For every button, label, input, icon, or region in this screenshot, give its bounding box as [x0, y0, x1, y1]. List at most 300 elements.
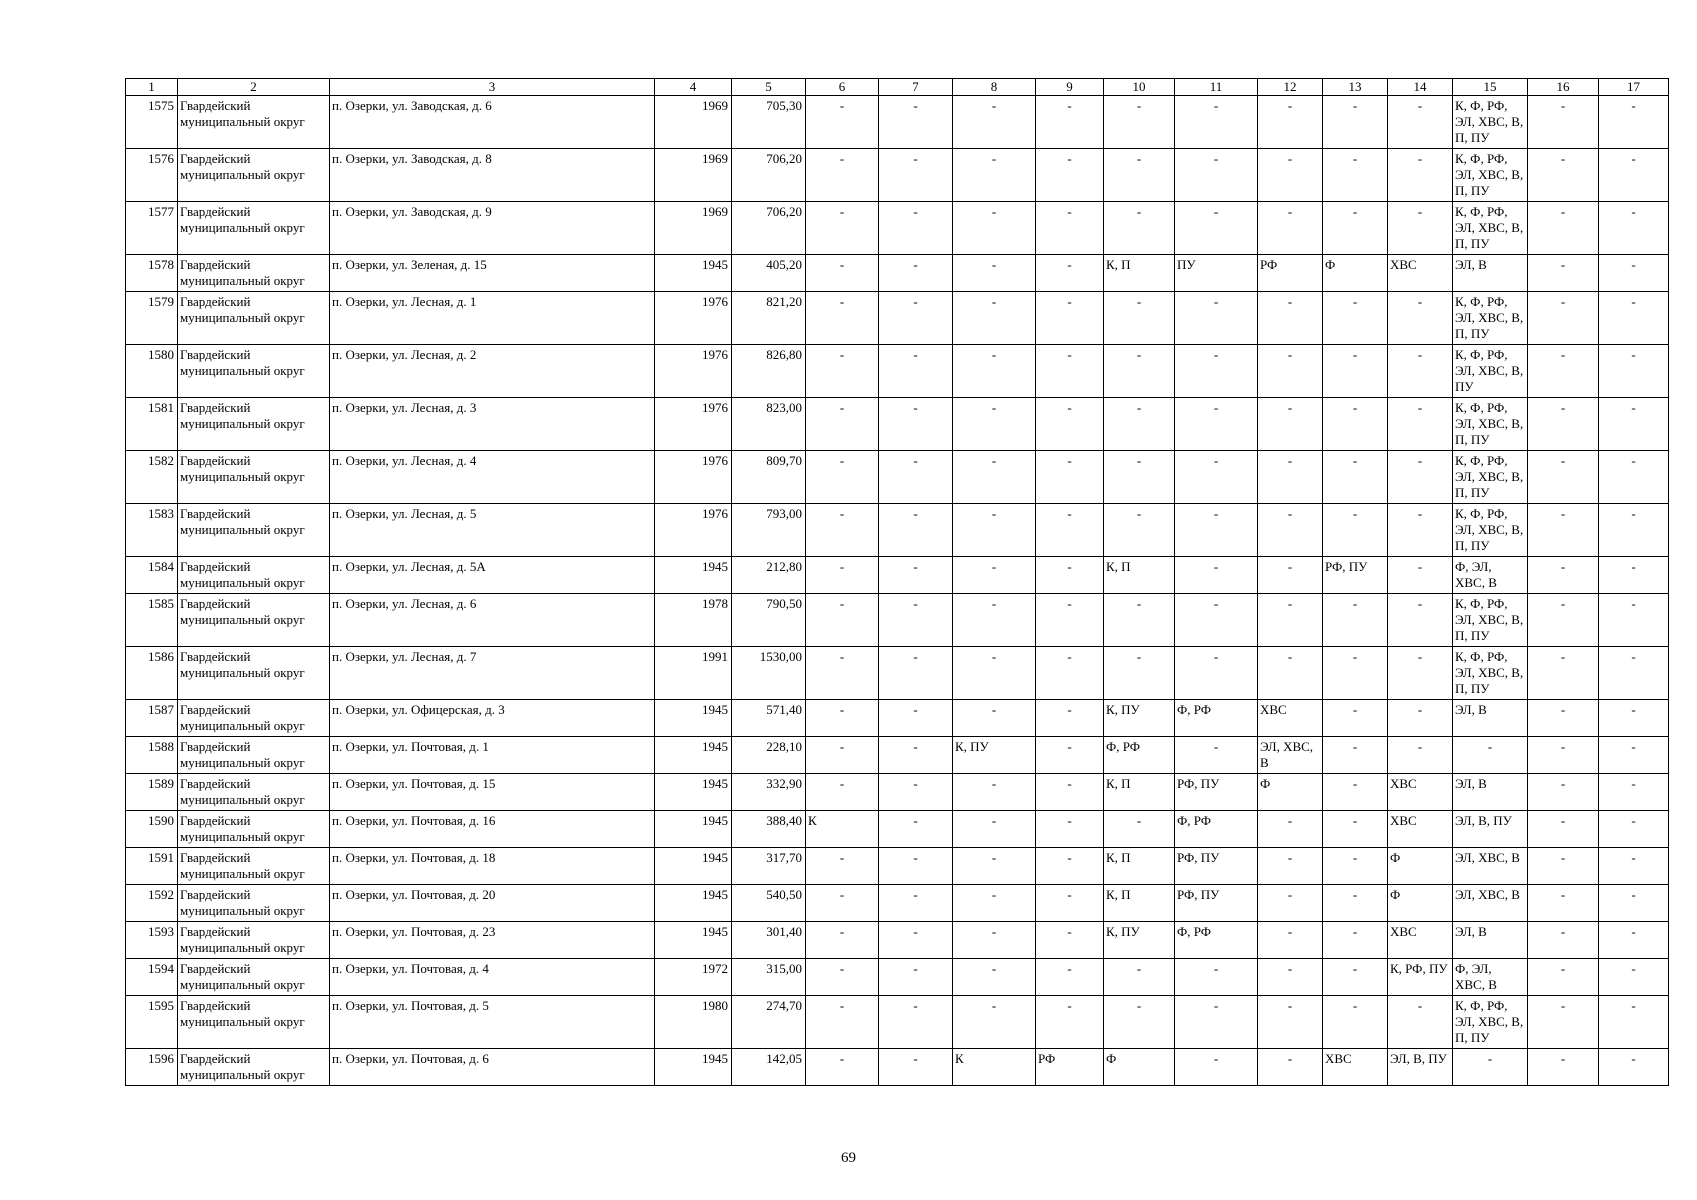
cell-col-8: -: [953, 557, 1036, 594]
cell-col-11: -: [1175, 345, 1258, 398]
cell-col-9: -: [1036, 504, 1104, 557]
cell-col-13: -: [1323, 959, 1388, 996]
cell-row-number: 1587: [126, 700, 178, 737]
cell-col-14: Ф: [1388, 885, 1453, 922]
cell-col-11: Ф, РФ: [1175, 811, 1258, 848]
cell-col-10: -: [1104, 149, 1175, 202]
cell-col-6: -: [806, 848, 879, 885]
cell-year-built: 1991: [655, 647, 732, 700]
cell-col-13: ХВС: [1323, 1049, 1388, 1086]
table-row: [126, 885, 1669, 922]
cell-year-built: 1945: [655, 774, 732, 811]
cell-col-11: -: [1175, 594, 1258, 647]
cell-col-8: -: [953, 848, 1036, 885]
cell-area: 821,20: [732, 292, 806, 345]
cell-col-9: РФ: [1036, 1049, 1104, 1086]
cell-col-16: -: [1528, 922, 1599, 959]
cell-col-10: -: [1104, 96, 1175, 149]
cell-col-17: -: [1599, 647, 1669, 700]
cell-col-16: -: [1528, 345, 1599, 398]
column-number-3: 3: [330, 79, 655, 96]
cell-col-6: -: [806, 557, 879, 594]
cell-col-16: -: [1528, 996, 1599, 1049]
cell-district: Гвардейский муниципальный округ: [178, 594, 330, 647]
cell-col-17: -: [1599, 811, 1669, 848]
cell-address: п. Озерки, ул. Лесная, д. 7: [330, 647, 655, 700]
cell-row-number: 1589: [126, 774, 178, 811]
cell-col-11: РФ, ПУ: [1175, 848, 1258, 885]
cell-col-14: -: [1388, 202, 1453, 255]
cell-col-10: К, П: [1104, 255, 1175, 292]
cell-address: п. Озерки, ул. Почтовая, д. 4: [330, 959, 655, 996]
table-row: [126, 255, 1669, 292]
cell-col-9: -: [1036, 885, 1104, 922]
cell-col-14: Ф: [1388, 848, 1453, 885]
cell-col-17: -: [1599, 848, 1669, 885]
cell-col-6: -: [806, 504, 879, 557]
cell-area: 274,70: [732, 996, 806, 1049]
column-number-row: [126, 79, 1669, 96]
cell-col-12: РФ: [1258, 255, 1323, 292]
cell-year-built: 1969: [655, 96, 732, 149]
cell-row-number: 1580: [126, 345, 178, 398]
cell-col-7: -: [879, 292, 953, 345]
cell-area: 793,00: [732, 504, 806, 557]
cell-col-8: -: [953, 292, 1036, 345]
cell-address: п. Озерки, ул. Почтовая, д. 5: [330, 996, 655, 1049]
cell-area: 301,40: [732, 922, 806, 959]
cell-col-15: ЭЛ, В: [1453, 700, 1528, 737]
cell-address: п. Озерки, ул. Почтовая, д. 23: [330, 922, 655, 959]
cell-address: п. Озерки, ул. Лесная, д. 2: [330, 345, 655, 398]
cell-col-17: -: [1599, 96, 1669, 149]
cell-col-11: -: [1175, 202, 1258, 255]
cell-col-10: -: [1104, 398, 1175, 451]
cell-col-13: -: [1323, 292, 1388, 345]
cell-col-10: К, П: [1104, 848, 1175, 885]
table-row: [126, 451, 1669, 504]
cell-address: п. Озерки, ул. Заводская, д. 6: [330, 96, 655, 149]
cell-col-11: -: [1175, 1049, 1258, 1086]
table-row: [126, 922, 1669, 959]
cell-col-15: К, Ф, РФ, ЭЛ, ХВС, В, П, ПУ: [1453, 594, 1528, 647]
cell-area: 826,80: [732, 345, 806, 398]
cell-col-13: -: [1323, 774, 1388, 811]
cell-col-8: -: [953, 996, 1036, 1049]
column-number-9: 9: [1036, 79, 1104, 96]
cell-col-12: ХВС: [1258, 700, 1323, 737]
cell-col-16: -: [1528, 255, 1599, 292]
cell-area: 1530,00: [732, 647, 806, 700]
cell-col-8: -: [953, 922, 1036, 959]
cell-col-8: К, ПУ: [953, 737, 1036, 774]
cell-col-17: -: [1599, 1049, 1669, 1086]
cell-col-14: ХВС: [1388, 774, 1453, 811]
cell-district: Гвардейский муниципальный округ: [178, 774, 330, 811]
cell-col-14: ХВС: [1388, 255, 1453, 292]
cell-address: п. Озерки, ул. Лесная, д. 6: [330, 594, 655, 647]
cell-address: п. Озерки, ул. Почтовая, д. 16: [330, 811, 655, 848]
cell-col-8: -: [953, 885, 1036, 922]
cell-year-built: 1978: [655, 594, 732, 647]
cell-col-6: -: [806, 774, 879, 811]
cell-col-6: -: [806, 1049, 879, 1086]
cell-col-13: -: [1323, 647, 1388, 700]
cell-col-14: -: [1388, 451, 1453, 504]
cell-col-14: -: [1388, 398, 1453, 451]
cell-col-12: -: [1258, 292, 1323, 345]
cell-col-17: -: [1599, 700, 1669, 737]
cell-year-built: 1945: [655, 885, 732, 922]
cell-area: 823,00: [732, 398, 806, 451]
cell-col-16: -: [1528, 959, 1599, 996]
cell-area: 315,00: [732, 959, 806, 996]
cell-col-15: ЭЛ, В, ПУ: [1453, 811, 1528, 848]
cell-col-12: -: [1258, 885, 1323, 922]
cell-district: Гвардейский муниципальный округ: [178, 848, 330, 885]
table-row: [126, 345, 1669, 398]
cell-col-7: -: [879, 959, 953, 996]
cell-col-11: РФ, ПУ: [1175, 885, 1258, 922]
cell-district: Гвардейский муниципальный округ: [178, 959, 330, 996]
cell-col-15: К, Ф, РФ, ЭЛ, ХВС, В, ПУ: [1453, 345, 1528, 398]
cell-col-16: -: [1528, 594, 1599, 647]
cell-col-14: -: [1388, 345, 1453, 398]
cell-year-built: 1945: [655, 557, 732, 594]
cell-year-built: 1976: [655, 292, 732, 345]
cell-address: п. Озерки, ул. Заводская, д. 9: [330, 202, 655, 255]
page-number: 69: [841, 1150, 856, 1166]
cell-row-number: 1595: [126, 996, 178, 1049]
cell-col-13: -: [1323, 504, 1388, 557]
cell-col-7: -: [879, 700, 953, 737]
cell-col-7: -: [879, 885, 953, 922]
cell-col-15: ЭЛ, В: [1453, 774, 1528, 811]
table-row: [126, 647, 1669, 700]
cell-col-8: -: [953, 149, 1036, 202]
cell-row-number: 1577: [126, 202, 178, 255]
cell-col-6: -: [806, 922, 879, 959]
cell-col-9: -: [1036, 959, 1104, 996]
cell-col-12: ЭЛ, ХВС, В: [1258, 737, 1323, 774]
cell-address: п. Озерки, ул. Заводская, д. 8: [330, 149, 655, 202]
cell-col-6: -: [806, 345, 879, 398]
cell-col-10: -: [1104, 345, 1175, 398]
cell-col-14: ХВС: [1388, 811, 1453, 848]
column-number-13: 13: [1323, 79, 1388, 96]
cell-col-17: -: [1599, 202, 1669, 255]
cell-col-9: -: [1036, 647, 1104, 700]
cell-col-10: -: [1104, 647, 1175, 700]
cell-col-17: -: [1599, 996, 1669, 1049]
cell-district: Гвардейский муниципальный округ: [178, 996, 330, 1049]
cell-col-10: К, П: [1104, 557, 1175, 594]
cell-row-number: 1585: [126, 594, 178, 647]
cell-col-6: -: [806, 647, 879, 700]
cell-col-14: -: [1388, 996, 1453, 1049]
cell-col-12: -: [1258, 1049, 1323, 1086]
cell-col-11: -: [1175, 398, 1258, 451]
cell-year-built: 1945: [655, 700, 732, 737]
cell-col-7: -: [879, 1049, 953, 1086]
column-number-15: 15: [1453, 79, 1528, 96]
cell-col-15: К, Ф, РФ, ЭЛ, ХВС, В, П, ПУ: [1453, 996, 1528, 1049]
cell-col-13: -: [1323, 96, 1388, 149]
cell-col-16: -: [1528, 451, 1599, 504]
cell-col-15: К, Ф, РФ, ЭЛ, ХВС, В, П, ПУ: [1453, 647, 1528, 700]
cell-col-13: -: [1323, 149, 1388, 202]
cell-address: п. Озерки, ул. Лесная, д. 5: [330, 504, 655, 557]
cell-district: Гвардейский муниципальный округ: [178, 700, 330, 737]
cell-col-7: -: [879, 774, 953, 811]
cell-col-17: -: [1599, 959, 1669, 996]
cell-col-6: -: [806, 149, 879, 202]
cell-col-13: -: [1323, 737, 1388, 774]
cell-col-12: -: [1258, 811, 1323, 848]
cell-col-6: -: [806, 398, 879, 451]
cell-col-16: -: [1528, 398, 1599, 451]
cell-col-9: -: [1036, 594, 1104, 647]
cell-col-8: -: [953, 959, 1036, 996]
cell-col-11: ПУ: [1175, 255, 1258, 292]
cell-col-6: -: [806, 202, 879, 255]
table-row: [126, 959, 1669, 996]
cell-col-9: -: [1036, 398, 1104, 451]
cell-col-10: -: [1104, 594, 1175, 647]
cell-col-14: -: [1388, 96, 1453, 149]
cell-col-10: -: [1104, 202, 1175, 255]
cell-col-16: -: [1528, 885, 1599, 922]
cell-col-13: -: [1323, 996, 1388, 1049]
cell-col-15: К, Ф, РФ, ЭЛ, ХВС, В, П, ПУ: [1453, 149, 1528, 202]
cell-col-9: -: [1036, 811, 1104, 848]
cell-col-11: -: [1175, 737, 1258, 774]
cell-district: Гвардейский муниципальный округ: [178, 647, 330, 700]
cell-col-16: -: [1528, 647, 1599, 700]
cell-district: Гвардейский муниципальный округ: [178, 885, 330, 922]
cell-col-14: К, РФ, ПУ: [1388, 959, 1453, 996]
cell-year-built: 1980: [655, 996, 732, 1049]
cell-area: 706,20: [732, 202, 806, 255]
cell-address: п. Озерки, ул. Зеленая, д. 15: [330, 255, 655, 292]
cell-col-15: -: [1453, 1049, 1528, 1086]
cell-col-6: -: [806, 594, 879, 647]
table-row: [126, 996, 1669, 1049]
cell-col-9: -: [1036, 292, 1104, 345]
column-number-16: 16: [1528, 79, 1599, 96]
cell-col-10: -: [1104, 292, 1175, 345]
column-number-6: 6: [806, 79, 879, 96]
cell-col-13: -: [1323, 345, 1388, 398]
cell-district: Гвардейский муниципальный округ: [178, 345, 330, 398]
cell-area: 388,40: [732, 811, 806, 848]
cell-year-built: 1976: [655, 398, 732, 451]
cell-col-6: -: [806, 700, 879, 737]
cell-col-16: -: [1528, 292, 1599, 345]
cell-year-built: 1945: [655, 1049, 732, 1086]
cell-address: п. Озерки, ул. Почтовая, д. 1: [330, 737, 655, 774]
cell-col-9: -: [1036, 996, 1104, 1049]
cell-col-15: К, Ф, РФ, ЭЛ, ХВС, В, П, ПУ: [1453, 504, 1528, 557]
cell-col-13: -: [1323, 811, 1388, 848]
cell-col-11: РФ, ПУ: [1175, 774, 1258, 811]
cell-row-number: 1581: [126, 398, 178, 451]
cell-col-8: -: [953, 202, 1036, 255]
cell-col-13: -: [1323, 202, 1388, 255]
cell-col-17: -: [1599, 149, 1669, 202]
table-row: [126, 202, 1669, 255]
cell-row-number: 1590: [126, 811, 178, 848]
cell-district: Гвардейский муниципальный округ: [178, 398, 330, 451]
cell-col-11: -: [1175, 959, 1258, 996]
cell-col-15: К, Ф, РФ, ЭЛ, ХВС, В, П, ПУ: [1453, 451, 1528, 504]
table-row: [126, 1049, 1669, 1086]
cell-col-10: -: [1104, 451, 1175, 504]
cell-col-10: -: [1104, 811, 1175, 848]
cell-address: п. Озерки, ул. Почтовая, д. 20: [330, 885, 655, 922]
cell-col-7: -: [879, 255, 953, 292]
cell-col-14: -: [1388, 557, 1453, 594]
table-row: [126, 96, 1669, 149]
cell-col-13: -: [1323, 922, 1388, 959]
cell-row-number: 1591: [126, 848, 178, 885]
cell-col-12: -: [1258, 451, 1323, 504]
cell-col-15: ЭЛ, ХВС, В: [1453, 848, 1528, 885]
column-number-12: 12: [1258, 79, 1323, 96]
cell-col-10: К, ПУ: [1104, 700, 1175, 737]
cell-col-17: -: [1599, 922, 1669, 959]
cell-year-built: 1945: [655, 255, 732, 292]
cell-area: 142,05: [732, 1049, 806, 1086]
cell-district: Гвардейский муниципальный округ: [178, 557, 330, 594]
cell-col-9: -: [1036, 149, 1104, 202]
cell-row-number: 1596: [126, 1049, 178, 1086]
cell-col-14: -: [1388, 504, 1453, 557]
cell-col-17: -: [1599, 737, 1669, 774]
cell-col-9: -: [1036, 96, 1104, 149]
cell-row-number: 1588: [126, 737, 178, 774]
cell-col-8: -: [953, 774, 1036, 811]
cell-col-9: -: [1036, 922, 1104, 959]
cell-col-10: -: [1104, 504, 1175, 557]
cell-year-built: 1945: [655, 737, 732, 774]
cell-col-11: -: [1175, 149, 1258, 202]
cell-year-built: 1945: [655, 922, 732, 959]
cell-address: п. Озерки, ул. Лесная, д. 4: [330, 451, 655, 504]
cell-col-17: -: [1599, 255, 1669, 292]
cell-col-11: -: [1175, 996, 1258, 1049]
cell-col-11: Ф, РФ: [1175, 922, 1258, 959]
cell-col-16: -: [1528, 149, 1599, 202]
cell-col-6: -: [806, 959, 879, 996]
cell-col-15: ЭЛ, В: [1453, 255, 1528, 292]
cell-col-16: -: [1528, 1049, 1599, 1086]
cell-district: Гвардейский муниципальный округ: [178, 202, 330, 255]
cell-col-13: -: [1323, 885, 1388, 922]
cell-col-13: -: [1323, 398, 1388, 451]
cell-col-7: -: [879, 149, 953, 202]
cell-col-6: -: [806, 255, 879, 292]
cell-col-6: -: [806, 451, 879, 504]
cell-district: Гвардейский муниципальный округ: [178, 504, 330, 557]
cell-col-13: РФ, ПУ: [1323, 557, 1388, 594]
cell-col-14: -: [1388, 292, 1453, 345]
cell-col-12: -: [1258, 996, 1323, 1049]
cell-col-9: -: [1036, 737, 1104, 774]
cell-district: Гвардейский муниципальный округ: [178, 292, 330, 345]
cell-col-6: -: [806, 885, 879, 922]
cell-address: п. Озерки, ул. Офицерская, д. 3: [330, 700, 655, 737]
cell-col-7: -: [879, 922, 953, 959]
cell-col-13: -: [1323, 594, 1388, 647]
column-number-14: 14: [1388, 79, 1453, 96]
cell-col-16: -: [1528, 557, 1599, 594]
cell-area: 790,50: [732, 594, 806, 647]
column-number-2: 2: [178, 79, 330, 96]
cell-row-number: 1594: [126, 959, 178, 996]
cell-col-6: -: [806, 737, 879, 774]
cell-row-number: 1575: [126, 96, 178, 149]
cell-col-8: -: [953, 811, 1036, 848]
cell-col-15: -: [1453, 737, 1528, 774]
cell-col-6: -: [806, 996, 879, 1049]
data-table: [125, 78, 1669, 1086]
cell-col-12: -: [1258, 557, 1323, 594]
cell-area: 571,40: [732, 700, 806, 737]
cell-col-15: ЭЛ, В: [1453, 922, 1528, 959]
cell-col-12: Ф: [1258, 774, 1323, 811]
cell-col-10: Ф, РФ: [1104, 737, 1175, 774]
cell-col-12: -: [1258, 202, 1323, 255]
cell-area: 706,20: [732, 149, 806, 202]
cell-col-9: -: [1036, 774, 1104, 811]
cell-area: 317,70: [732, 848, 806, 885]
cell-address: п. Озерки, ул. Почтовая, д. 18: [330, 848, 655, 885]
cell-year-built: 1976: [655, 345, 732, 398]
cell-col-13: -: [1323, 451, 1388, 504]
cell-col-9: -: [1036, 255, 1104, 292]
cell-row-number: 1578: [126, 255, 178, 292]
cell-col-10: Ф: [1104, 1049, 1175, 1086]
cell-col-17: -: [1599, 398, 1669, 451]
cell-col-9: -: [1036, 451, 1104, 504]
cell-col-14: -: [1388, 647, 1453, 700]
cell-col-7: -: [879, 96, 953, 149]
cell-col-17: -: [1599, 504, 1669, 557]
cell-col-13: -: [1323, 848, 1388, 885]
cell-row-number: 1592: [126, 885, 178, 922]
column-number-17: 17: [1599, 79, 1669, 96]
cell-area: 212,80: [732, 557, 806, 594]
cell-year-built: 1976: [655, 451, 732, 504]
cell-col-16: -: [1528, 848, 1599, 885]
cell-col-8: -: [953, 96, 1036, 149]
column-number-10: 10: [1104, 79, 1175, 96]
cell-district: Гвардейский муниципальный округ: [178, 451, 330, 504]
table-row: [126, 504, 1669, 557]
table-row: [126, 811, 1669, 848]
cell-col-14: -: [1388, 149, 1453, 202]
table-row: [126, 700, 1669, 737]
cell-col-11: -: [1175, 647, 1258, 700]
cell-col-15: К, Ф, РФ, ЭЛ, ХВС, В, П, ПУ: [1453, 292, 1528, 345]
cell-col-7: -: [879, 811, 953, 848]
cell-col-15: К, Ф, РФ, ЭЛ, ХВС, В, П, ПУ: [1453, 96, 1528, 149]
cell-col-17: -: [1599, 292, 1669, 345]
cell-col-7: -: [879, 451, 953, 504]
cell-col-12: -: [1258, 96, 1323, 149]
cell-col-10: -: [1104, 996, 1175, 1049]
